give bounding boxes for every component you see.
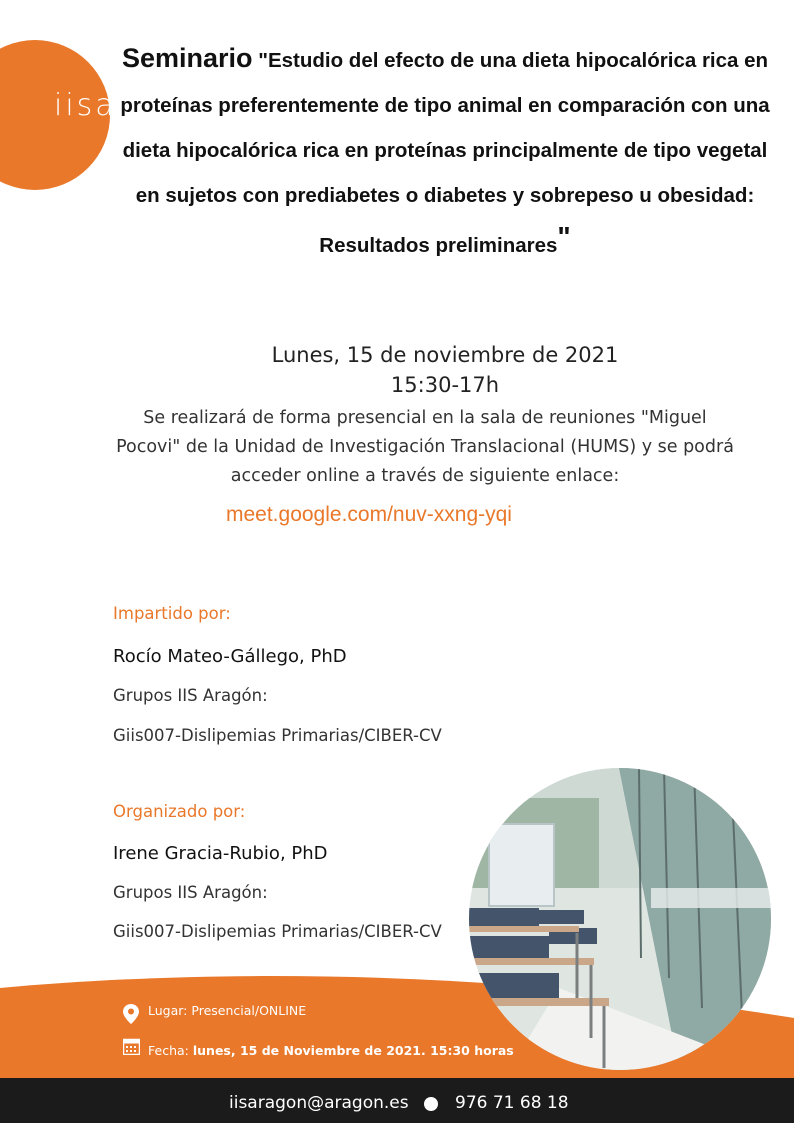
classroom-photo [469, 768, 771, 1070]
organizer-group: Giis007-Dislipemias Primarias/CIBER-CV [113, 922, 442, 941]
speaker-label: Impartido por: [113, 604, 231, 623]
title-quote-open: " [258, 49, 268, 72]
speaker-group: Giis007-Dislipemias Primarias/CIBER-CV [113, 726, 442, 745]
footer-date [148, 1043, 514, 1058]
speaker-name: Rocío Mateo-Gállego, PhD [113, 646, 347, 667]
date-label: Fecha: [148, 1043, 189, 1058]
iisa-logo: iisa. [54, 88, 130, 123]
title-text: Estudio del efecto de una dieta hipocalórica rica en proteínas preferentemente de tipo animal en comparación con una dieta hipocalórica rica en proteínas principalmente de tipo vegetal en sujetos con prediabetes o diabetes y sobrepeso u obesidad: [120, 49, 770, 207]
event-date: Lunes, 15 de noviembre de 2021 [271, 343, 619, 367]
event-time: 15:30-17h [390, 373, 500, 397]
speaker-group-label: Grupos IIS Aragón: [113, 686, 268, 705]
title-lead: Seminario [121, 43, 253, 73]
footer-place [148, 1003, 306, 1018]
place-value: Presencial/ONLINE [191, 1003, 307, 1018]
event-datetime [240, 340, 650, 400]
date-value: lunes, 15 de Noviembre de 2021. 15:30 horas [192, 1043, 514, 1058]
separator-dot-icon [424, 1097, 438, 1111]
title-subtitle: Resultados preliminares [319, 234, 558, 257]
organizer-label: Organizado por: [113, 802, 246, 821]
place-label: Lugar: [148, 1003, 188, 1018]
meet-link[interactable]: meet.google.com/nuv-xxng-yqi [226, 503, 512, 526]
organizer-name: Irene Gracia-Rubio, PhD [113, 843, 328, 864]
event-description: Se realizará de forma presencial en la sala de reuniones "Miguel Pocovi" de la Unidad de Investigación Translacional (HUMS) y se podrá acceder online a través de siguiente enlace: [116, 408, 734, 486]
calendar-icon [123, 1038, 140, 1055]
organizer-group-label: Grupos IIS Aragón: [113, 883, 268, 902]
contact-email[interactable]: iisaragon@aragon.es [229, 1093, 409, 1113]
title-quote-close: " [557, 221, 571, 252]
contact-bar [0, 1078, 794, 1123]
contact-phone: 976 71 68 18 [455, 1093, 569, 1113]
title-subtitle-line [120, 220, 770, 268]
seminar-title [120, 36, 770, 268]
location-pin-icon [123, 1004, 139, 1024]
